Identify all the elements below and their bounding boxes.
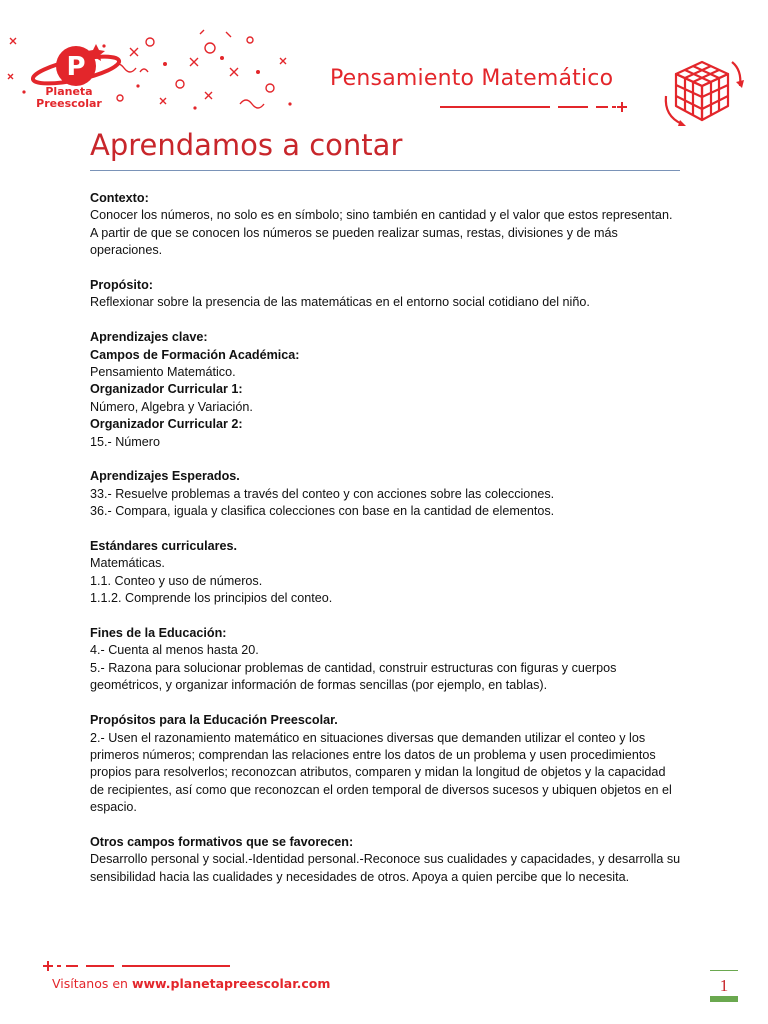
section-text: 5.- Razona para solucionar problemas de cantidad, construir estructuras con figuras y cuerpos geométricos, y organizar información de formas sencillas (por ejemplo, en tablas). bbox=[90, 660, 617, 693]
title-decor-line bbox=[440, 100, 630, 114]
content-section bbox=[90, 712, 682, 816]
content-section bbox=[90, 190, 682, 260]
footer-prefix: Visítanos en bbox=[52, 976, 132, 991]
content-section bbox=[90, 538, 682, 608]
section-title: Pensamiento Matemático bbox=[330, 66, 614, 91]
section-text: Conocer los números, no solo es en símbolo; sino también en cantidad y el valor que estos representan. A partir de que se conocen los números se pueden realizar sumas, restas, divisiones y de más operaciones. bbox=[90, 208, 673, 258]
content-section bbox=[90, 625, 682, 695]
title-underline bbox=[90, 170, 680, 171]
section-text: Número, Algebra y Variación. bbox=[90, 399, 253, 414]
section-heading: Propósitos para la Educación Preescolar. bbox=[90, 713, 338, 728]
footer-decor-line bbox=[42, 960, 232, 972]
section-heading: Propósito: bbox=[90, 278, 153, 293]
page-number: 1 bbox=[719, 976, 729, 995]
section-text: 4.- Cuenta al menos hasta 20. bbox=[90, 643, 259, 658]
section-text: 2.- Usen el razonamiento matemático en situaciones diversas que demanden utilizar el conteo y los primeros números; comprendan las relaciones entre los datos de un problema y usen procedimientos propios para resolverlos; reconozcan atributos, comparen y midan la longitud de objetos y la capacidad de recipientes, así como que reconozcan el orden temporal de diversos sucesos y ubiquen objetos en el espacio. bbox=[90, 730, 672, 815]
page-number-rule bbox=[710, 970, 738, 971]
svg-text:P: P bbox=[66, 52, 86, 82]
page-header bbox=[0, 0, 768, 130]
section-heading: Aprendizajes clave: bbox=[90, 330, 208, 345]
section-text: Desarrollo personal y social.-Identidad personal.-Reconoce sus cualidades y capacidades, y desarrolla su sensibilidad hacia las cualidades y necesidades de otros. Apoya a quien percibe que lo necesita. bbox=[90, 852, 681, 884]
section-text: 36.- Compara, iguala y clasifica colecciones con base en la cantidad de elementos. bbox=[90, 504, 555, 519]
footer-url-link[interactable]: www.planetapreescolar.com bbox=[131, 976, 331, 991]
document-title: Aprendamos a contar bbox=[90, 128, 403, 162]
content-section bbox=[90, 329, 682, 451]
section-heading: Fines de la Educación: bbox=[90, 626, 227, 641]
section-heading: Aprendizajes Esperados. bbox=[90, 469, 240, 484]
section-text: 1.1. Conteo y uso de números. bbox=[90, 573, 263, 588]
content-section bbox=[90, 834, 682, 886]
rubik-cube-icon bbox=[662, 52, 744, 128]
section-heading: Organizador Curricular 2: bbox=[90, 417, 243, 432]
footer-website bbox=[52, 976, 330, 991]
section-heading: Contexto: bbox=[90, 191, 149, 205]
brand-name-line1: Planeta bbox=[45, 85, 93, 98]
section-text: 15.- Número bbox=[90, 434, 160, 449]
section-text: 1.1.2. Comprende los principios del conteo. bbox=[90, 591, 333, 606]
brand-name-line2: Preescolar bbox=[36, 97, 102, 110]
content-section bbox=[90, 468, 682, 520]
section-text: Matemáticas. bbox=[90, 556, 165, 571]
page-number-bar bbox=[710, 996, 738, 1002]
section-text: Reflexionar sobre la presencia de las matemáticas en el entorno social cotidiano del niño. bbox=[90, 295, 590, 310]
section-text: 33.- Resuelve problemas a través del conteo y con acciones sobre las colecciones. bbox=[90, 486, 555, 501]
section-heading: Organizador Curricular 1: bbox=[90, 382, 243, 397]
section-text: Pensamiento Matemático. bbox=[90, 365, 236, 380]
section-heading: Estándares curriculares. bbox=[90, 539, 238, 554]
section-heading: Otros campos formativos que se favorecen: bbox=[90, 834, 354, 849]
document-body bbox=[90, 190, 682, 904]
content-section bbox=[90, 277, 682, 312]
section-heading: Campos de Formación Académica: bbox=[90, 347, 300, 362]
